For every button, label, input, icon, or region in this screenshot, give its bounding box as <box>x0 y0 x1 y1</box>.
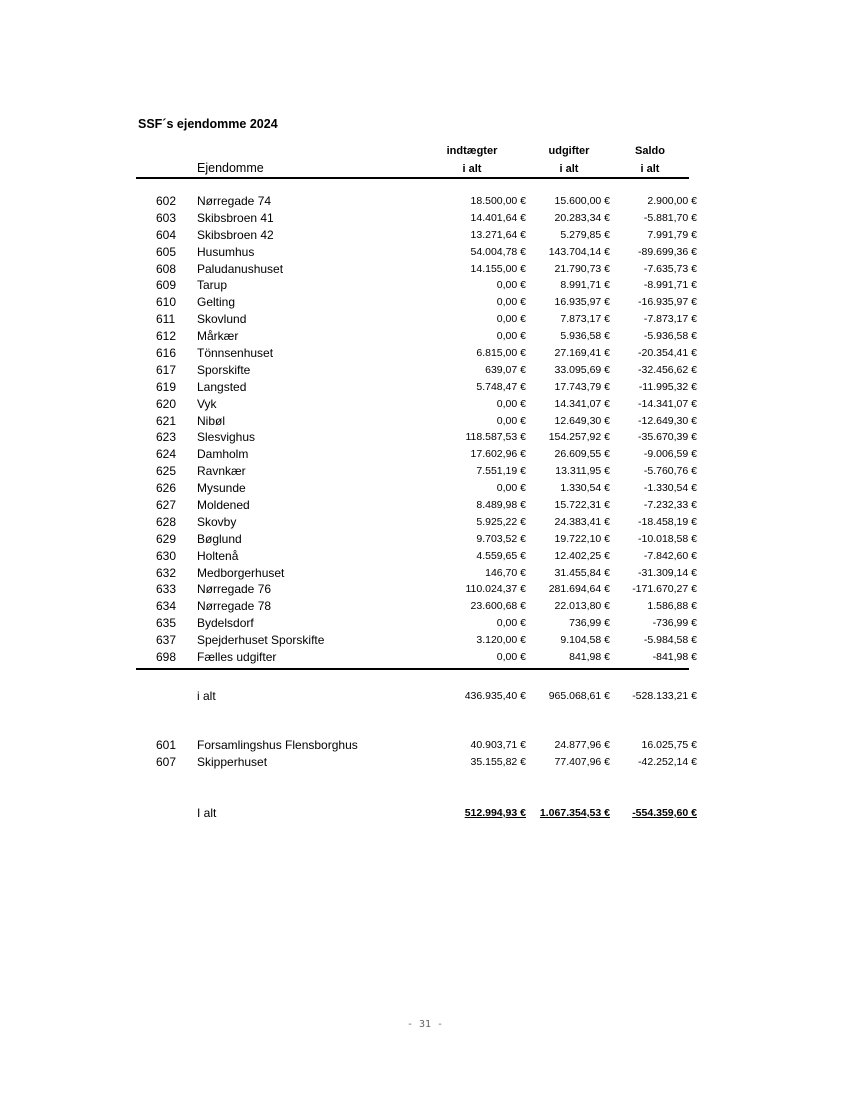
row-code: 601 <box>156 738 177 752</box>
row-expenses: 5.279,85 € <box>560 228 610 241</box>
row-balance: -12.649,30 € <box>638 414 697 427</box>
row-code: 626 <box>156 481 177 496</box>
row-balance: -10.018,58 € <box>638 532 697 545</box>
row-name: Sporskifte <box>197 362 251 377</box>
row-code: 607 <box>156 755 177 769</box>
row-code: 611 <box>156 312 176 327</box>
row-balance: -8.991,71 € <box>643 279 697 292</box>
row-balance: -31.309,14 € <box>638 566 697 579</box>
row-code: 604 <box>156 227 177 242</box>
page-title: SSF´s ejendomme 2024 <box>138 117 278 131</box>
header-rule <box>136 177 689 179</box>
subtotal-label: i alt <box>197 689 216 703</box>
row-name: Skibsbroen 41 <box>197 210 274 225</box>
row-code: 617 <box>156 362 177 377</box>
row-balance: -9.006,59 € <box>643 448 697 461</box>
table-row <box>0 754 850 771</box>
table-row <box>0 565 850 582</box>
row-expenses: 8.991,71 € <box>560 279 610 292</box>
row-expenses: 16.935,97 € <box>554 296 610 309</box>
row-balance: -89.699,36 € <box>638 245 697 258</box>
row-code: 629 <box>156 531 177 546</box>
row-code: 633 <box>156 582 177 597</box>
row-income: 0,00 € <box>496 313 526 326</box>
row-code: 625 <box>156 464 177 479</box>
row-name: Skibsbroen 42 <box>197 227 274 242</box>
table-row <box>0 244 850 261</box>
row-name: Ravnkær <box>197 464 246 479</box>
row-name: Mysunde <box>197 481 246 496</box>
row-name: Holtenå <box>197 548 239 563</box>
row-expenses: 15.600,00 € <box>554 195 610 207</box>
row-income: 110.024,37 € <box>465 583 526 596</box>
row-income: 17.602,96 € <box>470 448 526 461</box>
row-code: 621 <box>156 413 177 428</box>
row-code: 612 <box>156 329 177 344</box>
grand-total-row <box>0 805 850 822</box>
row-code: 630 <box>156 548 177 563</box>
row-balance: -5.881,70 € <box>643 211 697 224</box>
balance-header: Saldo <box>635 145 665 157</box>
row-income: 0,00 € <box>496 397 526 410</box>
row-name: Langsted <box>197 379 247 394</box>
row-expenses: 12.402,25 € <box>554 549 610 562</box>
row-income: 0,00 € <box>496 414 526 427</box>
row-code: 605 <box>156 244 177 259</box>
row-code: 632 <box>156 565 177 580</box>
row-balance: -5.936,58 € <box>643 330 697 343</box>
row-balance: -7.873,17 € <box>643 313 697 326</box>
row-income: 54.004,78 € <box>470 245 526 258</box>
row-name: Mårkær <box>197 329 239 344</box>
row-expenses: 22.013,80 € <box>554 600 610 613</box>
row-income: 118.587,53 € <box>465 431 526 444</box>
row-income: 9.703,52 € <box>476 532 526 545</box>
table-row <box>0 531 850 548</box>
row-name: Bydelsdorf <box>197 616 254 631</box>
row-balance: 2.900,00 € <box>647 195 697 207</box>
table-row <box>0 210 850 227</box>
row-expenses: 24.877,96 € <box>554 739 610 751</box>
row-balance: -5.984,58 € <box>643 634 697 647</box>
row-balance: -14.341,07 € <box>638 397 697 410</box>
income-header: indtægter <box>446 145 498 157</box>
property-header: Ejendomme <box>197 161 264 175</box>
row-income: 0,00 € <box>496 617 526 630</box>
row-name: Tarup <box>197 278 228 293</box>
row-expenses: 24.383,41 € <box>554 515 610 528</box>
row-expenses: 841,98 € <box>569 651 610 664</box>
table-row <box>0 632 850 649</box>
table-row <box>0 277 850 294</box>
row-name: Bøglund <box>197 531 242 546</box>
row-code: 610 <box>156 295 177 310</box>
row-code: 608 <box>156 261 177 276</box>
row-expenses: 736,99 € <box>569 617 610 630</box>
row-expenses: 19.722,10 € <box>554 532 610 545</box>
row-name: Nørregade 78 <box>197 599 272 614</box>
row-name: Slesvighus <box>197 430 256 445</box>
row-income: 639,07 € <box>485 363 526 376</box>
row-balance: -16.935,97 € <box>638 296 697 309</box>
expenses-total-header: i alt <box>559 163 579 175</box>
row-code: 602 <box>156 194 177 208</box>
row-income: 13.271,64 € <box>470 228 526 241</box>
table-row <box>0 261 850 278</box>
grand-total-label: I alt <box>197 806 217 820</box>
table-row <box>0 362 850 379</box>
table-row <box>0 598 850 615</box>
row-income: 14.401,64 € <box>470 211 526 224</box>
row-income: 40.903,71 € <box>470 739 526 751</box>
row-income: 0,00 € <box>496 330 526 343</box>
row-name: Nørregade 76 <box>197 582 272 597</box>
table-row <box>0 463 850 480</box>
table-row <box>0 193 850 210</box>
row-balance: 1.586,88 € <box>647 600 697 613</box>
row-name: Vyk <box>197 396 217 411</box>
row-name: Fælles udgifter <box>197 650 277 665</box>
table-row <box>0 497 850 514</box>
row-income: 7.551,19 € <box>476 465 526 478</box>
row-name: Damholm <box>197 447 249 462</box>
row-income: 8.489,98 € <box>476 499 526 512</box>
table-row <box>0 615 850 632</box>
row-expenses: 5.936,58 € <box>560 330 610 343</box>
grand-total-balance: -554.359,60 € <box>632 807 697 819</box>
table-row <box>0 345 850 362</box>
row-name: Paludanushuset <box>197 261 284 276</box>
row-expenses: 9.104,58 € <box>560 634 610 647</box>
row-balance: -35.670,39 € <box>638 431 697 444</box>
row-expenses: 7.873,17 € <box>560 313 610 326</box>
row-expenses: 143.704,14 € <box>548 245 610 258</box>
row-balance: -20.354,41 € <box>638 347 697 360</box>
row-income: 5.748,47 € <box>476 380 526 393</box>
row-name: Forsamlingshus Flensborghus <box>197 738 358 752</box>
table-row <box>0 480 850 497</box>
row-code: 609 <box>156 278 177 293</box>
row-balance: -5.760,76 € <box>643 465 697 478</box>
row-income: 0,00 € <box>496 482 526 495</box>
table-row <box>0 581 850 598</box>
row-expenses: 27.169,41 € <box>554 347 610 360</box>
row-expenses: 14.341,07 € <box>554 397 610 410</box>
table-row <box>0 514 850 531</box>
table-row <box>0 396 850 413</box>
row-expenses: 33.095,69 € <box>554 363 610 376</box>
row-expenses: 1.330,54 € <box>560 482 610 495</box>
row-balance: -42.252,14 € <box>638 756 697 768</box>
row-expenses: 15.722,31 € <box>554 499 610 512</box>
row-code: 634 <box>156 599 177 614</box>
row-expenses: 13.311,95 € <box>555 465 610 478</box>
property-table <box>0 193 850 666</box>
table-row <box>0 649 850 666</box>
row-income: 23.600,68 € <box>470 600 526 613</box>
expenses-header: udgifter <box>548 145 590 157</box>
row-expenses: 17.743,79 € <box>554 380 610 393</box>
row-expenses: 26.609,55 € <box>554 448 610 461</box>
row-income: 0,00 € <box>496 651 526 664</box>
page-number: - 31 - <box>406 1019 444 1030</box>
table-row <box>0 227 850 244</box>
row-balance: -18.458,19 € <box>638 515 697 528</box>
row-expenses: 20.283,34 € <box>554 211 610 224</box>
row-expenses: 21.790,73 € <box>554 262 610 275</box>
row-balance: -32.456,62 € <box>638 363 697 376</box>
table-row <box>0 311 850 328</box>
row-balance: 16.025,75 € <box>641 739 697 751</box>
table-row <box>0 446 850 463</box>
table-row <box>0 379 850 396</box>
row-income: 146,70 € <box>485 566 526 579</box>
table-row <box>0 548 850 565</box>
row-code: 619 <box>156 379 177 394</box>
table-row <box>0 328 850 345</box>
row-balance: -171.670,27 € <box>632 583 697 596</box>
row-code: 624 <box>156 447 177 462</box>
table-row <box>0 429 850 446</box>
row-income: 14.155,00 € <box>470 262 526 275</box>
grand-total-income: 512.994,93 € <box>464 807 526 819</box>
row-name: Skovby <box>197 514 237 529</box>
table-row <box>0 737 850 754</box>
row-balance: -1.330,54 € <box>643 482 697 495</box>
row-income: 3.120,00 € <box>476 634 526 647</box>
row-name: Gelting <box>197 295 236 310</box>
table-row <box>0 294 850 311</box>
row-name: Skovlund <box>197 312 247 327</box>
row-name: Nibøl <box>197 413 226 428</box>
row-code: 627 <box>156 498 177 513</box>
row-code: 623 <box>156 430 177 445</box>
row-balance: -7.232,33 € <box>643 499 697 512</box>
row-expenses: 31.455,84 € <box>554 566 610 579</box>
subtotal-expenses: 965.068,61 € <box>548 690 610 702</box>
income-total-header: i alt <box>462 163 482 175</box>
row-balance: 7.991,79 € <box>647 228 697 241</box>
row-name: Moldened <box>197 498 250 513</box>
table-row <box>0 413 850 430</box>
row-code: 603 <box>156 210 177 225</box>
row-expenses: 12.649,30 € <box>554 414 610 427</box>
row-code: 637 <box>156 633 177 648</box>
row-code: 616 <box>156 346 177 361</box>
subtotal-income: 436.935,40 € <box>464 690 526 702</box>
row-balance: -736,99 € <box>652 617 697 630</box>
row-name: Tönnsenhuset <box>197 346 274 361</box>
row-income: 0,00 € <box>496 279 526 292</box>
balance-total-header: i alt <box>640 163 660 175</box>
row-code: 620 <box>156 396 177 411</box>
row-income: 6.815,00 € <box>476 347 526 360</box>
row-expenses: 281.694,64 € <box>548 583 610 596</box>
row-income: 0,00 € <box>496 296 526 309</box>
subtotal-balance: -528.133,21 € <box>632 690 697 702</box>
row-income: 18.500,00 € <box>470 195 526 207</box>
row-balance: -7.635,73 € <box>643 262 697 275</box>
subtotal-rule <box>136 668 689 670</box>
subtotal-row <box>0 688 850 705</box>
row-balance: -7.842,60 € <box>643 549 697 562</box>
row-income: 35.155,82 € <box>470 756 526 768</box>
row-expenses: 77.407,96 € <box>554 756 610 768</box>
row-name: Skipperhuset <box>197 755 268 769</box>
grand-total-expenses: 1.067.354,53 € <box>539 807 610 819</box>
row-balance: -841,98 € <box>652 651 697 664</box>
row-income: 5.925,22 € <box>476 515 526 528</box>
row-expenses: 154.257,92 € <box>548 431 610 444</box>
row-income: 4.559,65 € <box>476 549 526 562</box>
row-name: Spejderhuset Sporskifte <box>197 633 325 648</box>
row-name: Nørregade 74 <box>197 194 272 208</box>
row-name: Medborgerhuset <box>197 565 285 580</box>
row-code: 698 <box>156 650 177 665</box>
row-name: Husumhus <box>197 244 255 259</box>
row-balance: -11.995,32 € <box>638 380 697 393</box>
row-code: 635 <box>156 616 177 631</box>
row-code: 628 <box>156 514 177 529</box>
